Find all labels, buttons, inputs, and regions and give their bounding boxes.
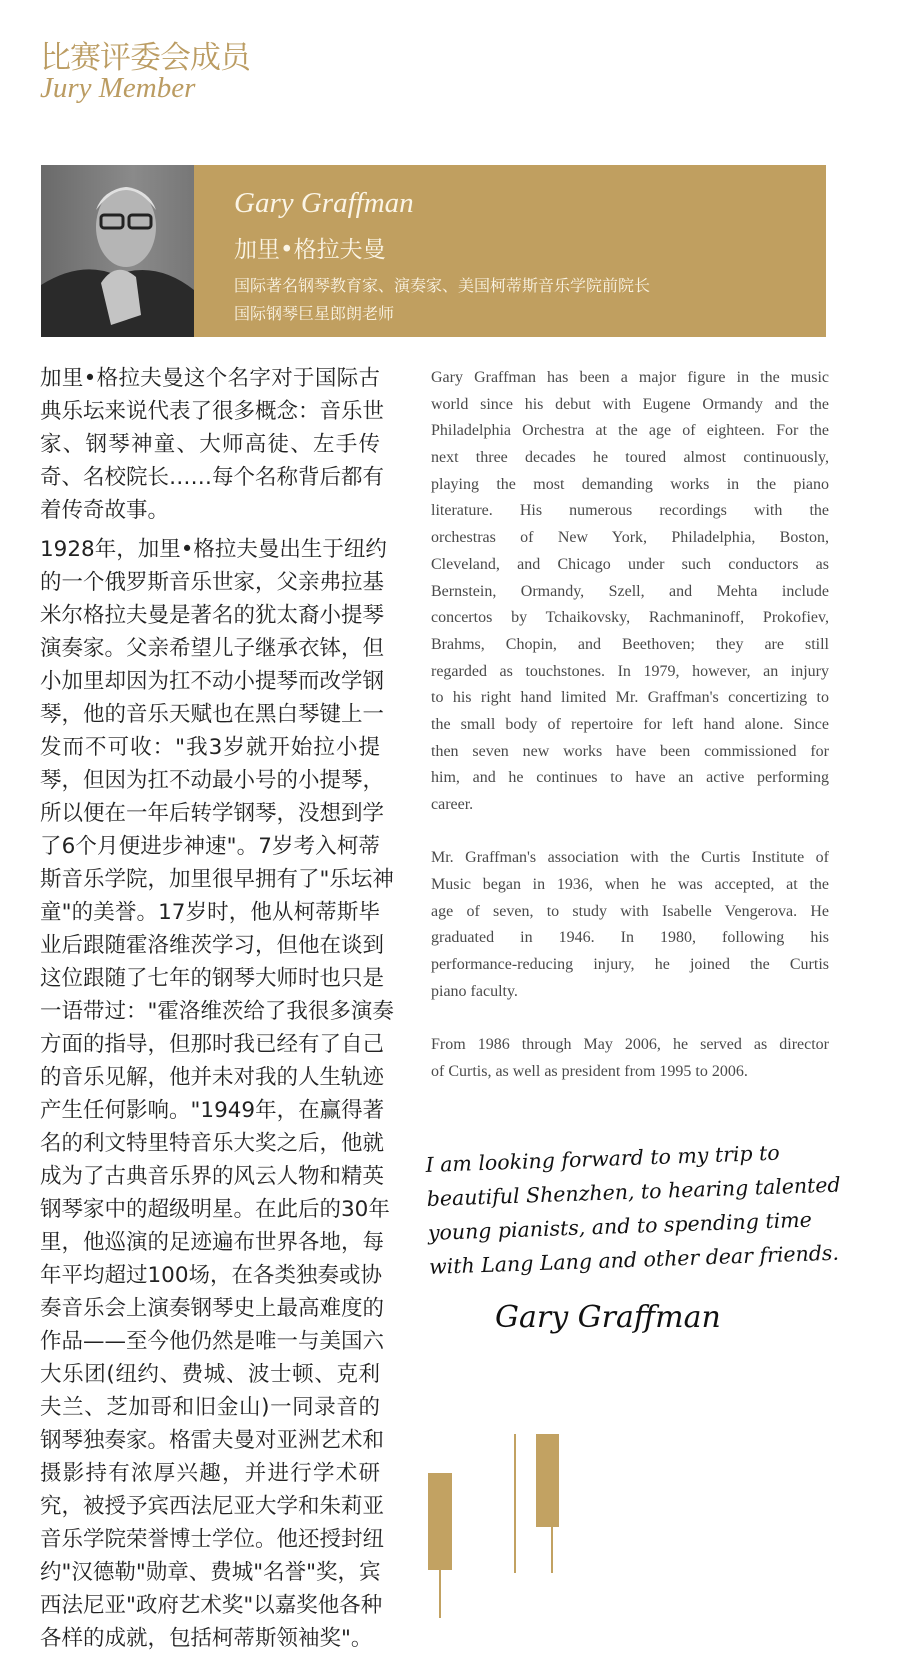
text-line: From 1986 through May 2006, he served as director (431, 1036, 829, 1054)
text-line: 名的利文特里特音乐大奖之后，他就 (40, 1131, 385, 1156)
decor-stem (551, 1527, 553, 1573)
text-line: the small body of repertoire for left hand alone. Since (431, 715, 829, 733)
portrait-photo (41, 165, 194, 337)
text-line: 作品——至今他仍然是唯一与美国六 (40, 1329, 385, 1354)
text-line: 着传奇故事。 (40, 498, 170, 523)
text-line: 了6个月便进步神速"。7岁考入柯蒂 (40, 834, 380, 859)
text-line: 究，被授予宾西法尼亚大学和朱莉亚 (40, 1494, 385, 1519)
jury-member-card (41, 165, 826, 337)
text-line: 小加里却因为扛不动小提琴而改学钢 (40, 669, 385, 694)
paragraph (431, 845, 829, 1005)
text-line: 里，他巡演的足迹遍布世界各地，每 (40, 1230, 385, 1255)
text-line: 斯音乐学院，加里很早拥有了"乐坛神 (40, 867, 394, 892)
text-line: 奇、名校院长……每个名称背后都有 (40, 465, 385, 490)
text-line: 产生任何影响。"1949年，在赢得著 (40, 1098, 385, 1123)
text-line: to his right hand limited Mr. Graffman's concertizing to (431, 689, 829, 707)
text-line: 这位跟随了七年的钢琴大师时也只是 (40, 966, 385, 991)
text-line: 年平均超过100场，在各类独奏或协 (40, 1263, 383, 1288)
text-line: 夫兰、芝加哥和旧金山)一同录音的 (40, 1395, 380, 1420)
text-line: 童"的美誉。17岁时，他从柯蒂斯毕 (40, 900, 380, 925)
note-line: with Lang Lang and other dear friends. (428, 1240, 840, 1279)
text-line: 约"汉德勒"勋章、费城"名誉"奖，宾 (40, 1560, 381, 1585)
text-line: 摄影持有浓厚兴趣，并进行学术研 (40, 1461, 380, 1486)
text-line: 西法尼亚"政府艺术奖"以嘉奖他各种 (40, 1593, 383, 1618)
text-line: playing the most demanding works in the piano (431, 475, 829, 493)
text-line: 家、钢琴神童、大师高徒、左手传 (40, 432, 380, 457)
member-name-cn: 加里•格拉夫曼 (234, 237, 386, 263)
text-line: Cleveland, and Chicago under such conductors as (431, 555, 829, 573)
text-line: 成为了古典音乐界的风云人物和精英 (40, 1164, 385, 1189)
text-line: 演奏家。父亲希望儿子继承衣钵，但 (40, 636, 385, 661)
text-line: 加里•格拉夫曼这个名字对于国际古 (40, 366, 380, 391)
decor-key (428, 1473, 452, 1570)
text-line: 钢琴家中的超级明星。在此后的30年 (40, 1197, 390, 1222)
text-line: 琴，但因为扛不动最小号的小提琴， (40, 768, 385, 793)
page-title-cn: 比赛评委会成员 (40, 40, 250, 76)
text-line: of Curtis, as well as president from 1995 to 2006. (431, 1062, 748, 1080)
handwritten-note (425, 1133, 869, 1284)
text-line: 的音乐见解，他并未对我的人生轨迹 (40, 1065, 385, 1090)
text-line: then seven new works have been commissioned for (431, 742, 829, 760)
text-line: world since his debut with Eugene Ormandy and the (431, 395, 829, 413)
paragraph (40, 533, 394, 1655)
decor-stem (439, 1570, 441, 1618)
member-role: 国际钢琴巨星郎朗老师 (234, 304, 395, 323)
biography-english (431, 365, 829, 1112)
text-line: 大乐团(纽约、费城、波士顿、克利 (40, 1362, 380, 1387)
text-line: graduated in 1946. In 1980, following his (431, 929, 829, 947)
text-line: 奏音乐会上演奏钢琴史上最高难度的 (40, 1296, 385, 1321)
biography-chinese (40, 362, 394, 1661)
text-line: 米尔格拉夫曼是著名的犹太裔小提琴 (40, 603, 385, 628)
text-line: 业后跟随霍洛维茨学习，但他在谈到 (40, 933, 385, 958)
note-line: young pianists, and to spending time (427, 1207, 813, 1245)
text-line: 琴，他的音乐天赋也在黑白琴键上一 (40, 702, 385, 727)
text-line: Bernstein, Ormandy, Szell, and Mehta include (431, 582, 829, 600)
text-line: literature. His numerous recordings with the (431, 502, 829, 520)
paragraph (431, 365, 829, 819)
member-name-en: Gary Graffman (234, 187, 414, 219)
text-line: Mr. Graffman's association with the Curtis Institute of (431, 849, 829, 867)
text-line: 音乐学院荣誉博士学位。他还授封纽 (40, 1527, 385, 1552)
text-line: regarded as touchstones. In 1979, however, an injury (431, 662, 829, 680)
text-line: 各样的成就，包括柯蒂斯领袖奖"。 (40, 1626, 373, 1651)
decor-key (536, 1434, 559, 1527)
signature: Gary Graffman (495, 1300, 721, 1335)
note-line: I am looking forward to my trip to (425, 1140, 781, 1177)
text-line: next three decades he toured almost continuously, (431, 449, 829, 467)
member-role: 国际著名钢琴教育家、演奏家、美国柯蒂斯音乐学院前院长 (234, 276, 651, 295)
text-line: concertos by Tchaikovsky, Rachmaninoff, Prokofiev, (431, 609, 829, 627)
text-line: Music began in 1936, when he was accepted, at the (431, 876, 829, 894)
page-title-en: Jury Member (40, 72, 196, 104)
text-line: 1928年，加里•格拉夫曼出生于纽约 (40, 537, 387, 562)
text-line: 钢琴独奏家。格雷夫曼对亚洲艺术和 (40, 1428, 385, 1453)
text-line: Brahms, Chopin, and Beethoven; they are still (431, 635, 829, 653)
text-line: orchestras of New York, Philadelphia, Boston, (431, 529, 829, 547)
text-line: piano faculty. (431, 982, 518, 1000)
text-line: age of seven, to study with Isabelle Vengerova. He (431, 902, 829, 920)
note-line: beautiful Shenzhen, to hearing talented (426, 1172, 841, 1211)
text-line: performance-reducing injury, he joined the Curtis (431, 956, 829, 974)
text-line: career. (431, 796, 474, 813)
paragraph (40, 362, 385, 527)
text-line: 方面的指导，但那时我已经有了自己 (40, 1032, 385, 1057)
text-line: him, and he continues to have an active performing (431, 769, 829, 787)
text-line: Philadelphia Orchestra at the age of eighteen. For the (431, 422, 829, 440)
text-line: 发而不可收："我3岁就开始拉小提 (40, 735, 380, 760)
text-line: 的一个俄罗斯音乐世家，父亲弗拉基 (40, 570, 385, 595)
text-line: 典乐坛来说代表了很多概念：音乐世 (40, 399, 385, 424)
text-line: 一语带过："霍洛维茨给了我很多演奏 (40, 999, 394, 1024)
paragraph (431, 1032, 829, 1085)
decor-line (514, 1434, 516, 1573)
text-line: Gary Graffman has been a major figure in the music (431, 369, 829, 386)
text-line: 所以便在一年后转学钢琴，没想到学 (40, 801, 385, 826)
